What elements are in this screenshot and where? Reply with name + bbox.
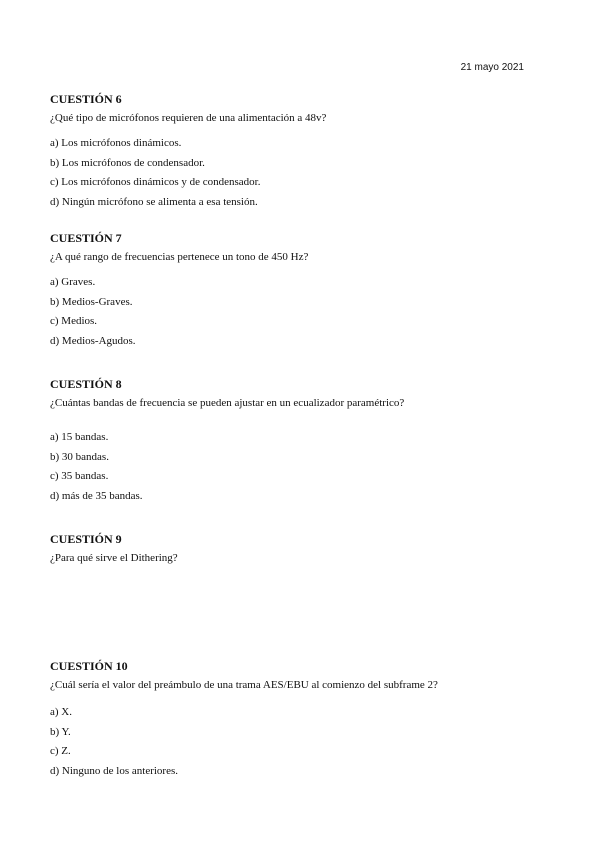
question-title: CUESTIÓN 7	[50, 231, 122, 245]
answer-d: d) Medios-Agudos.	[50, 334, 136, 347]
answer-a: a) Los micrófonos dinámicos.	[50, 137, 182, 149]
question-title: CUESTIÓN 10	[50, 659, 128, 673]
answer-list	[50, 137, 550, 215]
question-10	[50, 659, 550, 784]
answer-b: b) Medios-Graves.	[50, 295, 133, 308]
question-9	[50, 532, 550, 565]
answer-a: a) Graves.	[50, 276, 96, 288]
question-title: CUESTIÓN 6	[50, 92, 122, 106]
answer-d: d) más de 35 bandas.	[50, 489, 143, 502]
question-title: CUESTIÓN 8	[50, 377, 122, 391]
answer-b: b) 30 bandas.	[50, 450, 109, 463]
answer-b: b) Y.	[50, 725, 71, 738]
answer-list	[50, 706, 550, 784]
answer-list	[50, 276, 550, 354]
question-6	[50, 92, 550, 215]
answer-c: c) Los micrófonos dinámicos y de condensador.	[50, 176, 261, 188]
question-text: ¿Cuál sería el valor del preámbulo de una trama AES/EBU al comienzo del subframe 2?	[50, 679, 438, 691]
answer-list	[50, 431, 550, 509]
question-7	[50, 231, 550, 354]
answer-d: d) Ninguno de los anteriores.	[50, 764, 178, 777]
answer-a: a) 15 bandas.	[50, 431, 109, 443]
question-text: ¿A qué rango de frecuencias pertenece un tono de 450 Hz?	[50, 251, 309, 263]
answer-d: d) Ningún micrófono se alimenta a esa tensión.	[50, 195, 258, 208]
answer-a: a) X.	[50, 706, 72, 718]
question-text: ¿Para qué sirve el Dithering?	[50, 552, 178, 564]
answer-b: b) Los micrófonos de condensador.	[50, 156, 205, 169]
question-title: CUESTIÓN 9	[50, 532, 122, 546]
answer-c: c) Z.	[50, 745, 71, 757]
question-text: ¿Qué tipo de micrófonos requieren de una alimentación a 48v?	[50, 112, 327, 124]
question-text: ¿Cuántas bandas de frecuencia se pueden ajustar en un ecualizador paramétrico?	[50, 397, 405, 409]
date-header: 21 mayo 2021	[460, 62, 524, 73]
answer-c: c) 35 bandas.	[50, 470, 109, 482]
answer-c: c) Medios.	[50, 315, 98, 327]
question-8	[50, 377, 550, 509]
